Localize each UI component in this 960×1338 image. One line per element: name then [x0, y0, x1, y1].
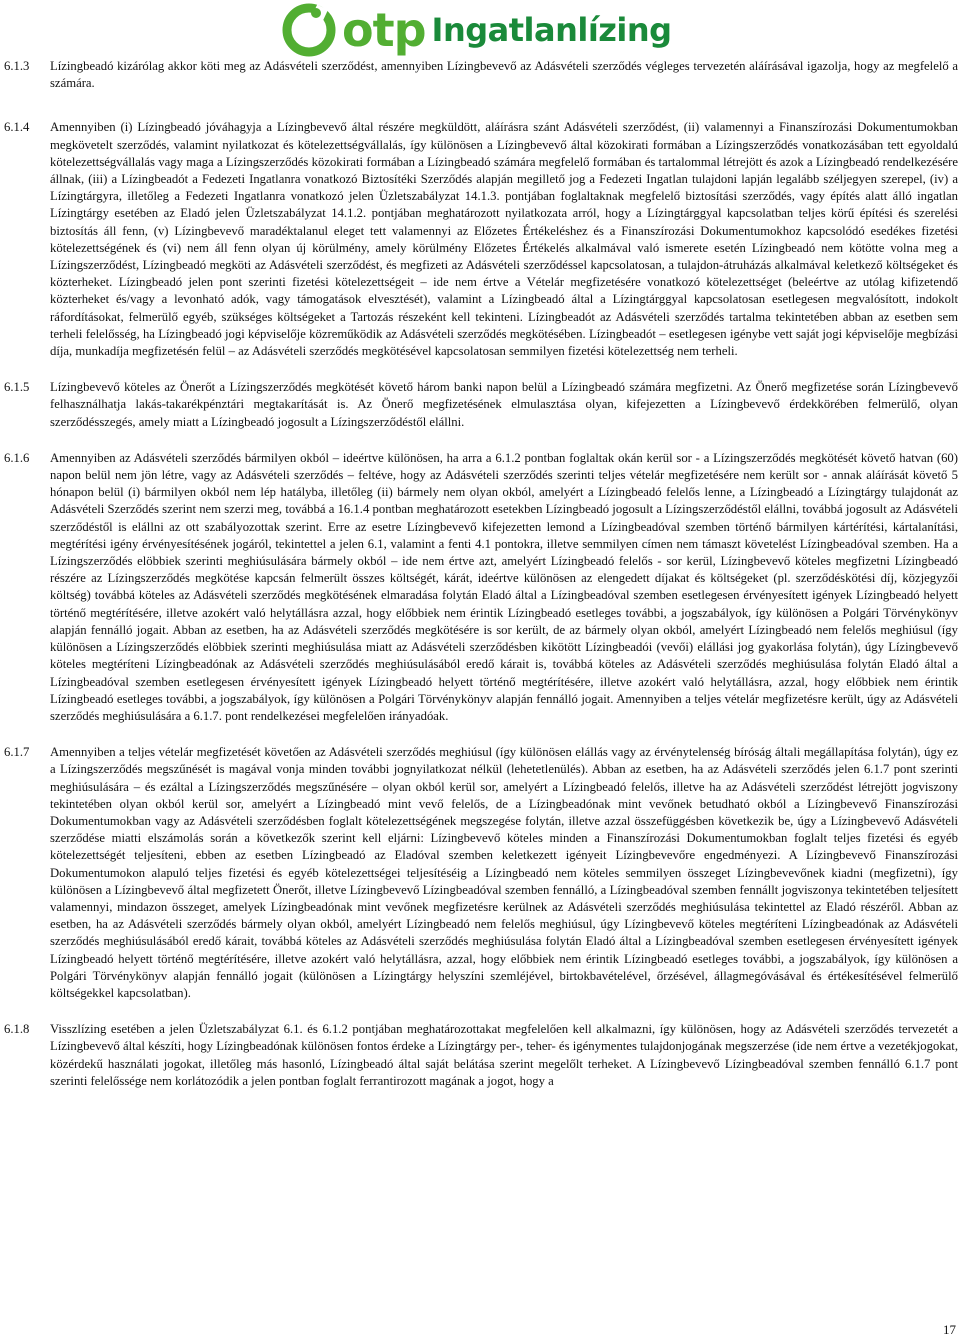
section-6-1-7 — [0, 744, 960, 1002]
section-text: Amennyiben az Adásvételi szerződés bármilyen okból – ideértve különösen, ha arra a 6.1.2 pontban foglaltak okán kerül sor - a Lízingszerződés megkötését követő hatvan (60) napon belül nem jön létre, vagy az Adásvételi szerződés – feltéve, hogy az Adásvételi szerződés szerinti teljes vételár megfizetésére nem került sor - annak aláírását követő 5 hónapon belül (i) bármilyen okból nem lép hatályba, illetőleg (ii) bármely nem olyan okból, amelyért a Lízingbeadó felelős lenne, a Lízingbeadó a Lízingtárgy tulajdonát az Adásvételi Szerződés szerint nem szerzi meg, továbbá a 16.1.4 pontban meghatározott esetekben Lízingbeadó jogosult a Lízingszerződéstől elállni, továbbá jogosult az Adásvételi szerződéstől is elállni az ott szabályozottak szerint. Erre az esetre Lízingbevevő kifejezetten lemond a Lízingbeadóval szemben történő bármilyen kártérítési, kártalanítási, megtérítési igény érvényesítésének jogáról, tekintettel a jelen 6.1, valamint a fenti 4.1 pontokra, illetve semmilyen címen nem támaszt követelést Lízingbeadóval szemben. Ha a Lízingszerződés elöbbiek szerinti meghiúsulására bármely okból – ide nem értve azt, amelyért Lízingbeadó felelős - sor kerül, Lízingbevevő köteles megfizetni Lízingbeadó részére az Lízingszerződés megkötése kapcsán felmerült összes költségét, kárát, ideértve különösen az elengedett díjakat és költségeket (pl. szerződéskötési díj, közjegyzői költség) továbbá köteles az Adásvételi szerződés megkötésének elmaradása folytán Eladó által a Lízingbeadóval szemben esetlegesen érvényesített igények Lízingbeadó helyett történő megtérítésére, illetve azokért való helytállásra azzal, hogy előbbiek nem érintik Lízingbeadó esetleges további, a jogszabályok, így különösen a Polgári Törvénykönyv alapján fennálló jogait. Abban az esetben, ha az Adásvételi szerződés megkötésére is sor került, de az bármely olyan okból, amelyért Lízingbeadó nem felelős meghiúsul (így különösen a Lízingszerződés elöbbiek szerinti meghiúsulása miatt az Adásvételi szerződésben kikötött Lízingbeadói (vevői) elállási jog gyakorlása folytán), úgy Lízingbevevő köteles megtéríteni Lízingbeadónak az Adásvételi szerződés meghiúsulásából eredő kárait is, továbbá köteles az Adásvételi szerződés meghiúsulása folytán Eladó által a Lízingbeadóval szemben esetlegesen érvényesített igények Lízingbeadó helyett történő megtérítésére, illetve azokért való helytállásra, azzal, hogy előbbiek nem érintik Lízingbeadó esetleges további, a jogszabályok, így különösen a Polgári Törvénykönyv alapján fennálló jogait. Amennyiben a teljes vételár megfizetésre került, úgy az Adásvételi szerződés meghiúsulására a 6.1.7. pont rendelkezései megfelelően irányadóak. — [50, 450, 958, 723]
section-6-1-6 — [0, 450, 960, 725]
section-text: Amennyiben (i) Lízingbeadó jóváhagyja a Lízingbevevő által részére megküldött, aláírásra szánt Adásvételi szerződést, (ii) valamennyi a Finanszírozási Dokumentumokban megkövetelt szerződés, valamint nyilatkozat és kötelezettségvállalás, így különösen a Lízingbevevő által közokirati formában a Lízingszerződés vonatkozásában tett egyoldalú kötelezettségvállalás vagy maga a Lízingszerződés közokirati formában a Lízingbeadó számára megfelelő formában és tartalommal létrejött és azok a Lízingbeadó rendelkezésére állnak, (iii) a Lízingbeadót a Fedezeti Ingatlanra vonatkozó Biztosítéki Szerződés alapján megillető jog a Fedezeti Ingatlan tulajdoni lapján legalább széljegyen szerepel, (iv) a Lízingtárgyra, illetőleg a Fedezeti Ingatlanra vonatkozó jelen Üzletszabályzat 14.1.3. pontjában foglaltaknak megfelelő biztosítási szerződés, vagy építés alatt álló ingatlan Lízingtárgy esetében az Eladó jelen Üzletszabályzat 14.1.2. pontjában meghatározott nyilatkozata arról, hogy a Lízingtárggyal kapcsolatban teljes körű építési és szerelési biztosítás áll fenn, (v) Lízingbevevő maradéktalanul eleget tett valamennyi az Előzetes Értékeléshez és a Finanszírozási Dokumentumokhoz kapcsolódó esedékes fizetési kötelezettségének és (vi) nem áll fenn olyan új körülmény, amely körülmény Előzetes Értékelés alkalmával való ismerete esetén Lízingbeadó nem kötötte volna meg a Lízingszerződést, Lízingbeadó megköti az Adásvételi szerződést, és megfizeti az Adásvételi szerződéssel kapcsolatosan, a tulajdon-átruházás alkalmával keletkező költségeket és közterheket. Lízingbeadó jelen pont szerinti fizetési kötelezettségeit – ide nem értve a Vételár megfizetésére vonatkozó kötelezettséget (beleértve az utólag kifizetendő közterheket és/vagy a levonható adók, vagy támogatások elvesztését), valamint a Lízingbeadó által a Lízingtárggyal kapcsolatosan esetlegesen megvalósított, indokolt ráfordításokat, felmerülő egyéb, szükséges költségeket a Tartozás részeként kell tekinteni. Lízingbeadót az Adásvételi szerződés tartalma tekintetében abban az esetben sem terheli felelősség, ha Lízingbeadó jogi képviselője közreműködik az Adásvételi szerződés megkötésében. Lízingbeadót – esetlegesen igénybe vett saját jogi képviselője megbízási díja, munkadíja megfizetésén felül – az Adásvételi szerződés megkötésével kapcsolatosan semmilyen fizetési kötelezettség nem terheli. — [50, 120, 958, 359]
section-number: 6.1.6 — [4, 450, 30, 465]
section-text: Visszlízing esetében a jelen Üzletszabályzat 6.1. és 6.1.2 pontjában meghatározottakat megfelelően kell alkalmazni, így különösen, hogy az Adásvételi szerződés tervezetét a Lízingbevevő által készíti, hogy Lízingbeadónak különösen fontos érdeke a Lízingtárgy per-, teher- és igénymentes tulajdonjogának megszerzése (ide nem értve a vezetékjogokat, közérdekű használati jogokat, illetőleg más hasonló, Lízingbeadó által saját belátása szerint megelőlt terheket. A Lízingbevevő Lízingbeadóval szemben fennálló 6.1.7 pont szerinti felelőssége nem korlátozódik a jelen pontban foglalt ferrantirozott magának a jogot, hogy a — [50, 1022, 958, 1088]
section-6-1-8 — [0, 1021, 960, 1090]
otp-ingatlanlizing-logo — [282, 2, 672, 58]
page-number: 17 — [943, 1322, 956, 1337]
otp-logo-icon — [282, 3, 336, 57]
document-body — [0, 58, 960, 1090]
section-text: Lízingbeadó kizárólag akkor köti meg az Adásvételi szerződést, amennyiben Lízingbevevő az Adásvételi szerződés végleges tervezetén aláírásával igazolja, hogy az megfelelő a számára. — [50, 59, 958, 91]
section-number: 6.1.3 — [4, 59, 30, 73]
section-number: 6.1.7 — [4, 745, 30, 760]
section-6-1-5 — [0, 379, 960, 431]
brand-main: otp — [342, 3, 426, 57]
brand-sub: Ingatlanlízing — [431, 11, 672, 49]
section-number: 6.1.4 — [4, 120, 30, 135]
section-text: Lízingbevevő köteles az Önerőt a Lízingszerződés megkötését követő három banki napon belül a Lízingbeadó számára megfizetni. Az Önerő megfizetése során Lízingbevevő felhasználhatja lakás-takarékpénztári megtakarítását is. Az Önerő megfizetésének elmulasztása olyan, kifejezetten a Lízingbevevő érdekkörében felmerülő, olyan szerződésszegés, amely miatt a Lízingbeadó jogosult a Lízingszerződéstől elállni. — [50, 380, 958, 429]
section-text: Amennyiben a teljes vételár megfizetését követően az Adásvételi szerződés meghiúsul (így különösen elállás vagy az érvénytelenség bíróság általi megállapítása folytán), úgy ez a Lízingszerződés megszűnését is magával vonja minden további jognyilatkozat nélkül (lehetetlenülés). Abban az esetben, ha az Adásvételi szerződés jelen 6.1.7 pont szerinti meghiúsulására – és ezáltal a Lízingszerződés megszűnésére – olyan okból kerül sor, amelyért a Lízingbeadó felelős, illetve ha az Adásvételi szerződést létrejött jogviszony tekintetében olyan okból kerül sor, amelyért a Lízingbeadó mint vevő felelős, de a Lízingbeadónak mint vevőnek betudható okból a Lízingbevevő Finanszírozási Dokumentumokban vagy az Adásvételi szerződésben foglalt kötelezettségének megszegése folytán, illetve azzal összefüggésben következik be, úgy a Lízingbevevő Adásvételi szerződése miatti elszámolás során a következők szerint kell eljárni: Lízingbevevő köteles minden a Finanszírozási Dokumentumokban foglalt teljes fizetési és egyéb kötelezettségét teljesíteni, ebben az esetben Lízingbeadó az Eladóval szemben keletkezett igényeit Lízingbevevőre engedményezi. A Lízingbevevő Finanszírozási Dokumentumokon alapuló teljes fizetési és egyéb kötelezettségei teljesítéséig a Lízingbeadó nem köteles semmilyen összeget Lízingbevevőnek kiadni (megfizetni), így különösen a Lízingbevevő által megfizetett Önerőt, illetve Lízingbevevő Lízingbeadóval szemben fennálló, a Lízingbeadóval szemben fennállt jogviszonya tekintetében teljesített valamennyi, mindazon összeget, amelyek Lízingbeadónak mint vevőnek megfizetésre kerülnek az Adásvételi szerződés meghiúsulása tekintettel az Eladó részéről. Abban az esetben, ha az Adásvételi szerződés bármely olyan okból, amelyért Lízingbeadó nem felelős meghiúsul, úgy Lízingbevevő köteles megtéríteni Lízingbeadónak az Adásvételi szerződés meghiúsulásából eredő kárait, továbbá köteles az Adásvételi szerződés meghiúsulása folytán Eladó által a Lízingbeadóval szemben esetlegesen érvényesített igények Lízingbeadó helyett történő megtérítésére, illetve azokért való helytállásra, azzal, hogy előbbiek nem érintik Lízingbeadó esetleges további, a jogszabályok, így különösen a Polgári Törvénykönyv alapján fennálló jogait (különösen a Lízingtárgy helyszíni szemléjével, birtokbavételével, őrzésével, állagmegóvásával és értékesítésével felmerülő költségekkel kapcsolatban). — [50, 745, 958, 1000]
section-number: 6.1.5 — [4, 380, 30, 395]
page-header — [0, 0, 960, 60]
section-6-1-4 — [0, 119, 960, 360]
section-6-1-3 — [0, 58, 960, 92]
section-number: 6.1.8 — [4, 1022, 30, 1037]
